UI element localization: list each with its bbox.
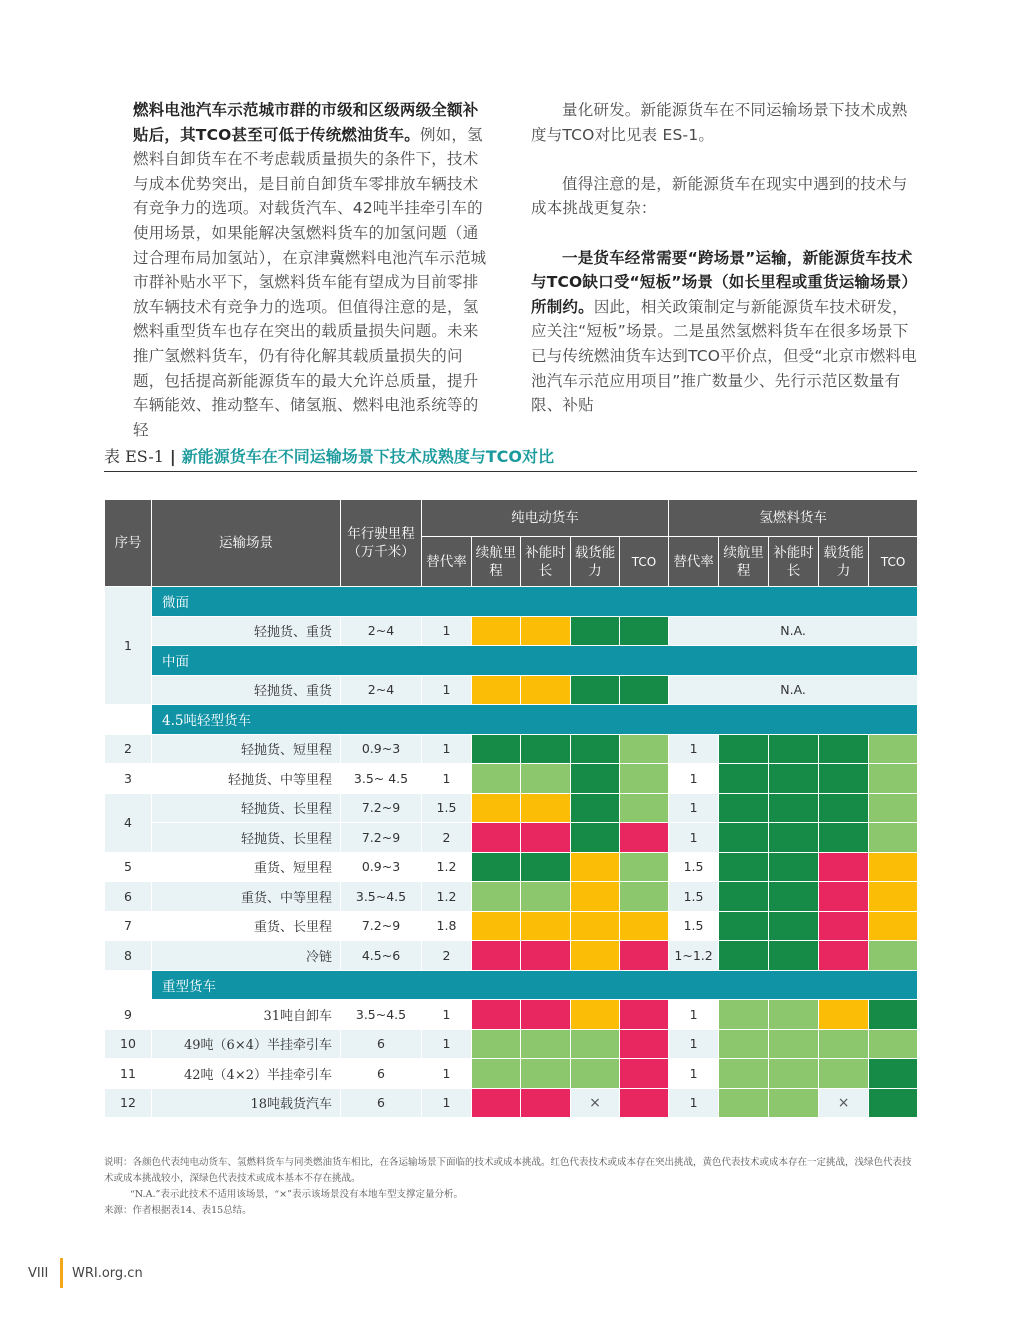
bev-tco-rating (620, 823, 669, 853)
bev-tco-rating (620, 616, 669, 646)
bev-capacity-rating (571, 852, 620, 882)
fcev-refuel-rating (769, 1000, 819, 1030)
fcev-capacity-rating (819, 852, 869, 882)
title-separator: | (169, 447, 176, 466)
fcev-range-rating (719, 764, 769, 794)
header-bev: 纯电动货车 (422, 500, 669, 537)
header-seq: 序号 (105, 500, 152, 587)
fcev-tco-rating (869, 852, 918, 882)
bev-refuel-rating (521, 941, 571, 971)
bev-range-rating (472, 852, 521, 882)
mileage-cell: 6 (341, 1029, 422, 1059)
bev-capacity-rating (571, 911, 620, 941)
bev-range-rating (472, 911, 521, 941)
header-fcev-range: 续航里程 (719, 537, 769, 587)
bev-range-rating (472, 882, 521, 912)
seq-cell: 2 (105, 734, 152, 764)
bev-tco-rating (620, 941, 669, 971)
fcev-range-rating (719, 852, 769, 882)
header-fcev-tco: TCO (869, 537, 918, 587)
fcev-tco-rating (869, 1000, 918, 1030)
table-label: 表 ES-1 (104, 447, 164, 466)
table-row (105, 616, 918, 646)
bev-rate-cell: 1 (422, 675, 472, 705)
fcev-refuel-rating (769, 941, 819, 971)
fcev-refuel-rating (769, 734, 819, 764)
bev-rate-cell: 1.8 (422, 911, 472, 941)
bev-capacity-rating (571, 616, 620, 646)
seq-cell-empty (105, 705, 152, 735)
header-mileage: 年行驶里程（万千米） (341, 500, 422, 587)
table-row (105, 1029, 918, 1059)
comparison-table (104, 499, 918, 1118)
bev-tco-rating (620, 734, 669, 764)
table-row (105, 734, 918, 764)
bev-refuel-rating (521, 793, 571, 823)
bev-rate-cell: 1 (422, 1088, 472, 1118)
scenario-cell: 轻抛货、长里程 (152, 793, 341, 823)
fcev-tco-rating (869, 1059, 918, 1089)
header-bev-refuel: 补能时长 (521, 537, 571, 587)
header-bev-capacity: 载货能力 (571, 537, 620, 587)
bev-capacity-rating (571, 882, 620, 912)
bev-tco-rating (620, 882, 669, 912)
fcev-capacity-rating (819, 1059, 869, 1089)
fcev-refuel-rating (769, 911, 819, 941)
fcev-tco-rating (869, 823, 918, 853)
scenario-cell: 轻抛货、重货 (152, 675, 341, 705)
header-fcev-refuel: 补能时长 (769, 537, 819, 587)
table-row (105, 675, 918, 705)
seq-cell: 3 (105, 764, 152, 794)
fcev-rate-cell: 1 (669, 764, 719, 794)
section-heavy-truck: 重型货车 (152, 970, 918, 1000)
mileage-cell: 6 (341, 1059, 422, 1089)
bev-rate-cell: 2 (422, 823, 472, 853)
footer-site-link[interactable]: WRI.org.cn (72, 1266, 143, 1281)
left-bold-lead: 燃料电池汽车示范城市群的市级和区级两级全额补贴后，其TCO甚至可低于传统燃油货车。 (133, 101, 479, 144)
bev-refuel-rating (521, 616, 571, 646)
section-micro: 微面 (152, 587, 918, 617)
scenario-cell: 轻抛货、长里程 (152, 823, 341, 853)
fcev-capacity-rating (819, 793, 869, 823)
header-bev-rate: 替代率 (422, 537, 472, 587)
fcev-refuel-rating (769, 764, 819, 794)
right-para-3-bold: 一是货车经常需要“跨场景”运输，新能源货车技术与TCO缺口受“短板”场景（如长里程或重货运输场景）所制约。 (531, 248, 913, 316)
fcev-rate-cell: 1 (669, 1029, 719, 1059)
bev-refuel-rating (521, 882, 571, 912)
fcev-tco-rating (869, 793, 918, 823)
bev-capacity-rating (571, 1059, 620, 1089)
bev-refuel-rating (521, 734, 571, 764)
note-legend: 说明：各颜色代表纯电动货车、氢燃料货车与同类燃油货车相比，在各运输场景下面临的技术或成本挑战。红色代表技术或成本存在突出挑战，黄色代表技术或成本存在一定挑战，浅绿色代表技术或成本挑战较小，深绿色代表技术或成本基本不存在挑战。 (104, 1157, 912, 1184)
fcev-refuel-rating (769, 823, 819, 853)
fcev-rate-cell: 1.5 (669, 911, 719, 941)
bev-range-rating (472, 823, 521, 853)
bev-capacity-rating (571, 793, 620, 823)
seq-cell: 11 (105, 1059, 152, 1089)
bev-rate-cell: 2 (422, 941, 472, 971)
fcev-range-rating (719, 1029, 769, 1059)
bev-capacity-rating (571, 764, 620, 794)
seq-cell: 6 (105, 882, 152, 912)
fcev-rate-cell: 1 (669, 734, 719, 764)
fcev-refuel-rating (769, 1029, 819, 1059)
bev-refuel-rating (521, 1059, 571, 1089)
fcev-rate-cell: 1~1.2 (669, 941, 719, 971)
fcev-range-rating (719, 911, 769, 941)
table-row (105, 1088, 918, 1118)
fcev-tco-rating (869, 764, 918, 794)
fcev-rate-cell: 1 (669, 1088, 719, 1118)
fcev-tco-rating (869, 911, 918, 941)
bev-rate-cell: 1.5 (422, 793, 472, 823)
bev-rate-cell: 1 (422, 1059, 472, 1089)
bev-tco-rating (620, 911, 669, 941)
mileage-cell: 7.2~9 (341, 823, 422, 853)
right-para-1: 量化研发。新能源货车在不同运输场景下技术成熟度与TCO对比见表 ES-1。 (531, 101, 908, 144)
right-para-3-body: 因此，相关政策制定与新能源货车技术研发，应关注“短板”场景。二是虽然氢燃料货车在很多场景下已与传统燃油货车达到TCO平价点，但受“北京市燃料电池汽车示范应用项目”推广数量少、先行示范区数量有限、补贴 (531, 297, 917, 415)
table-notes (104, 1155, 917, 1219)
bev-refuel-rating (521, 1000, 571, 1030)
fcev-tco-rating (869, 1029, 918, 1059)
mileage-cell: 2~4 (341, 616, 422, 646)
bev-tco-rating (620, 1029, 669, 1059)
bev-tco-rating (620, 793, 669, 823)
header-bev-range: 续航里程 (472, 537, 521, 587)
mileage-cell: 3.5~4.5 (341, 882, 422, 912)
bev-refuel-rating (521, 764, 571, 794)
bev-rate-cell: 1 (422, 1029, 472, 1059)
table-row (105, 823, 918, 853)
bev-range-rating (472, 1029, 521, 1059)
header-scenario: 运输场景 (152, 500, 341, 587)
note-source: 来源：作者根据表14、表15总结。 (104, 1205, 252, 1216)
fcev-refuel-rating (769, 882, 819, 912)
fcev-capacity-rating (819, 882, 869, 912)
fcev-tco-rating (869, 941, 918, 971)
scenario-cell: 重货、中等里程 (152, 882, 341, 912)
bev-rate-cell: 1 (422, 734, 472, 764)
seq-cell: 4 (105, 793, 152, 852)
bev-range-rating (472, 1000, 521, 1030)
bev-refuel-rating (521, 911, 571, 941)
scenario-cell: 49吨（6×4）半挂牵引车 (152, 1029, 341, 1059)
table-title-text: 新能源货车在不同运输场景下技术成熟度与TCO对比 (181, 447, 555, 466)
table-row (105, 764, 918, 794)
scenario-cell: 18吨载货汽车 (152, 1088, 341, 1118)
page-number: VIII (28, 1266, 49, 1281)
bev-rate-cell: 1.2 (422, 852, 472, 882)
bev-range-rating (472, 675, 521, 705)
fcev-range-rating (719, 734, 769, 764)
fcev-refuel-rating (769, 793, 819, 823)
fcev-refuel-rating (769, 1059, 819, 1089)
fcev-capacity-rating (819, 764, 869, 794)
seq-cell: 5 (105, 852, 152, 882)
scenario-cell: 轻抛货、短里程 (152, 734, 341, 764)
table-row (105, 882, 918, 912)
bev-refuel-rating (521, 823, 571, 853)
bev-tco-rating (620, 1000, 669, 1030)
left-body: 例如，氢燃料自卸货车在不考虑载质量损失的条件下，技术与成本优势突出，是目前自卸货车零排放车辆技术有竞争力的选项。对载货汽车、42吨半挂牵引车的使用场景，如果能解决氢燃料货车的加氢问题（通过合理布局加氢站），在京津冀燃料电池汽车示范城市群补贴水平下，氢燃料货车能有望成为目前零排放车辆技术有竞争力的选项。但值得注意的是，氢燃料重型货车也存在突出的载质量损失问题。未来推广氢燃料货车，仍有待化解其载质量损失的问题，包括提高新能源货车的最大允许总质量，提升车辆能效、推动整车、储氢瓶、燃料电池系统等的轻 (133, 125, 487, 439)
seq-cell: 9 (105, 1000, 152, 1030)
seq-cell: 12 (105, 1088, 152, 1118)
seq-cell: 7 (105, 911, 152, 941)
bev-refuel-rating (521, 852, 571, 882)
table-row (105, 1059, 918, 1089)
fcev-na-cell: N.A. (669, 675, 918, 705)
bev-range-rating (472, 1059, 521, 1089)
fcev-tco-rating (869, 882, 918, 912)
bev-tco-rating (620, 764, 669, 794)
bev-capacity-rating (571, 1000, 620, 1030)
fcev-rate-cell: 1.5 (669, 852, 719, 882)
bev-capacity-rating (571, 941, 620, 971)
fcev-range-rating (719, 882, 769, 912)
header-fcev-capacity: 载货能力 (819, 537, 869, 587)
fcev-tco-rating (869, 1088, 918, 1118)
scenario-cell: 轻抛货、重货 (152, 616, 341, 646)
bev-rate-cell: 1 (422, 1000, 472, 1030)
table-title (104, 444, 554, 467)
fcev-rate-cell: 1 (669, 1059, 719, 1089)
table-row (105, 941, 918, 971)
bev-capacity-rating (571, 823, 620, 853)
left-column (133, 98, 493, 442)
bev-rate-cell: 1 (422, 764, 472, 794)
section-mid: 中面 (152, 646, 918, 676)
fcev-rate-cell: 1.5 (669, 882, 719, 912)
title-rule (104, 471, 917, 472)
fcev-capacity-rating (819, 1000, 869, 1030)
fcev-range-rating (719, 1059, 769, 1089)
seq-cell: 10 (105, 1029, 152, 1059)
fcev-rate-cell: 1 (669, 823, 719, 853)
bev-tco-rating (620, 675, 669, 705)
fcev-range-rating (719, 1000, 769, 1030)
seq-cell: 8 (105, 941, 152, 971)
bev-range-rating (472, 734, 521, 764)
mileage-cell: 6 (341, 1088, 422, 1118)
bev-tco-rating (620, 852, 669, 882)
fcev-range-rating (719, 1088, 769, 1118)
bev-rate-cell: 1 (422, 616, 472, 646)
bev-capacity-rating (571, 675, 620, 705)
bev-capacity-rating (571, 1029, 620, 1059)
fcev-capacity-rating (819, 941, 869, 971)
scenario-cell: 重货、长里程 (152, 911, 341, 941)
table-row (105, 1000, 918, 1030)
table-row (105, 852, 918, 882)
bev-range-rating (472, 793, 521, 823)
fcev-range-rating (719, 793, 769, 823)
bev-tco-rating (620, 1088, 669, 1118)
fcev-rate-cell: 1 (669, 1000, 719, 1030)
mileage-cell: 0.9~3 (341, 852, 422, 882)
fcev-rate-cell: 1 (669, 793, 719, 823)
header-fcev-rate: 替代率 (669, 537, 719, 587)
bev-tco-rating (620, 1059, 669, 1089)
scenario-cell: 冷链 (152, 941, 341, 971)
bev-capacity-no-model-mark: × (571, 1088, 620, 1118)
right-para-2: 值得注意的是，新能源货车在现实中遇到的技术与成本挑战更复杂： (531, 174, 908, 218)
bev-refuel-rating (521, 1088, 571, 1118)
header-fcev: 氢燃料货车 (669, 500, 918, 537)
scenario-cell: 重货、短里程 (152, 852, 341, 882)
left-paragraph (133, 98, 493, 442)
mileage-cell: 2~4 (341, 675, 422, 705)
fcev-capacity-rating (819, 911, 869, 941)
mileage-cell: 4.5~6 (341, 941, 422, 971)
section-light-truck: 4.5吨轻型货车 (152, 705, 918, 735)
fcev-capacity-rating (819, 734, 869, 764)
fcev-capacity-rating (819, 1029, 869, 1059)
bev-range-rating (472, 764, 521, 794)
fcev-range-rating (719, 941, 769, 971)
table-row (105, 911, 918, 941)
seq-cell-empty (105, 970, 152, 1000)
bev-range-rating (472, 941, 521, 971)
footer-divider (60, 1258, 63, 1288)
header-bev-tco: TCO (620, 537, 669, 587)
bev-rate-cell: 1.2 (422, 882, 472, 912)
scenario-cell: 轻抛货、中等里程 (152, 764, 341, 794)
fcev-capacity-no-model-mark: × (819, 1088, 869, 1118)
mileage-cell: 7.2~9 (341, 793, 422, 823)
scenario-cell: 31吨自卸车 (152, 1000, 341, 1030)
fcev-na-cell: N.A. (669, 616, 918, 646)
fcev-capacity-rating (819, 823, 869, 853)
bev-refuel-rating (521, 675, 571, 705)
bev-capacity-rating (571, 734, 620, 764)
seq-cell: 1 (105, 587, 152, 705)
right-para-3 (531, 246, 917, 418)
mileage-cell: 0.9~3 (341, 734, 422, 764)
bev-range-rating (472, 616, 521, 646)
fcev-tco-rating (869, 734, 918, 764)
mileage-cell: 7.2~9 (341, 911, 422, 941)
fcev-refuel-rating (769, 1088, 819, 1118)
mileage-cell: 3.5~ 4.5 (341, 764, 422, 794)
note-na: “N.A.”表示此技术不适用该场景，“×”表示该场景没有本地车型支撑定量分析。 (130, 1189, 463, 1200)
right-column (531, 98, 917, 418)
scenario-cell: 42吨（4×2）半挂牵引车 (152, 1059, 341, 1089)
table-row (105, 793, 918, 823)
bev-refuel-rating (521, 1029, 571, 1059)
fcev-range-rating (719, 823, 769, 853)
fcev-refuel-rating (769, 852, 819, 882)
mileage-cell: 3.5~4.5 (341, 1000, 422, 1030)
bev-range-rating (472, 1088, 521, 1118)
